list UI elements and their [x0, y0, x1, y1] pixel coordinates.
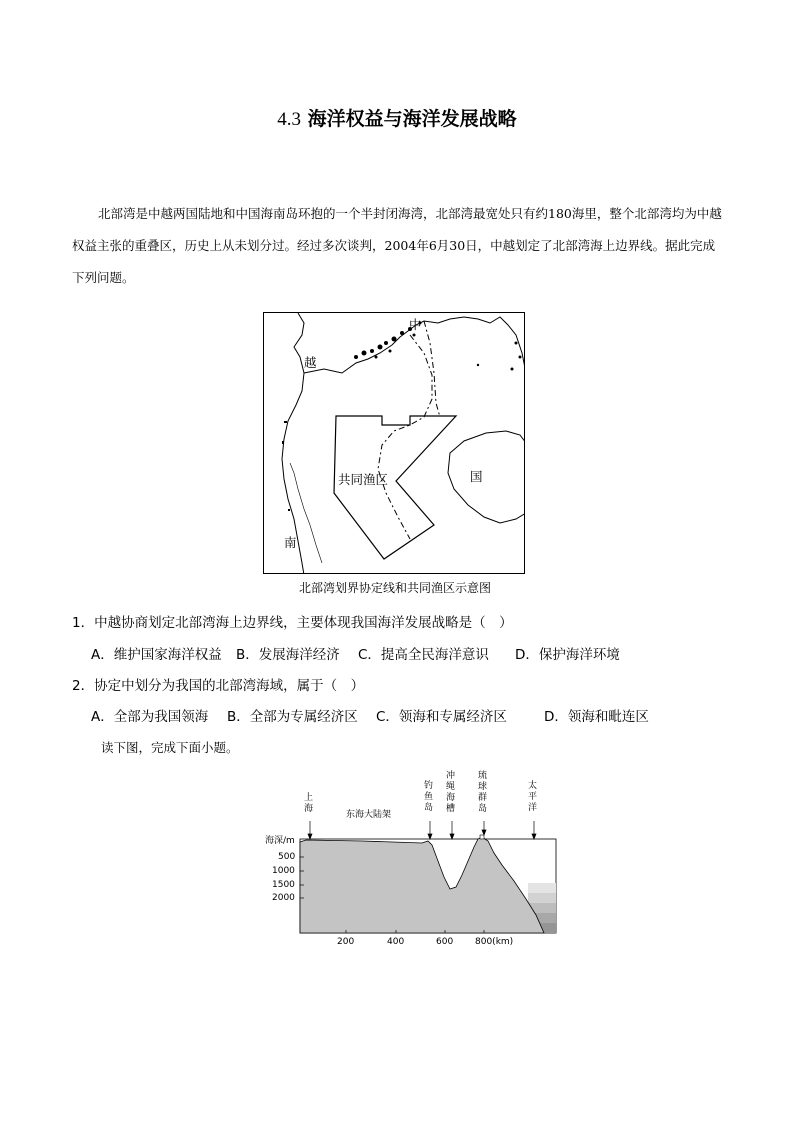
y-tick-2000: 2000 [272, 893, 295, 903]
place-diaoyu: 钓鱼岛 [424, 781, 434, 813]
y-tick-500: 500 [278, 852, 296, 862]
map-label-yue: 越 [304, 355, 317, 370]
place-shelf: 东海大陆架 [346, 810, 392, 820]
title-text: 海洋权益与海洋发展战略 [307, 108, 517, 130]
map-label-zhong: 中 [409, 317, 422, 332]
question-2-options [91, 705, 649, 725]
q2-option-b[interactable]: B．全部为专属经济区 [227, 709, 358, 725]
question-1-stem: 1．中越协商划定北部湾海上边界线，主要体现我国海洋发展战略是（ ） [72, 615, 513, 631]
instruction-text: 读下图，完成下面小题。 [101, 740, 239, 755]
question-2-stem: 2．协定中划分为我国的北部湾海域，属于（ ） [72, 678, 365, 694]
q2-option-a[interactable]: A．全部为我国领海 [91, 709, 209, 725]
place-okinawa: 冲绳海槽 [446, 771, 456, 814]
coastal-islands [354, 322, 522, 371]
x-tick-200: 200 [337, 937, 355, 947]
place-shanghai: 上海 [304, 793, 314, 814]
depth-band-1 [528, 883, 556, 893]
intro-paragraph: 北部湾是中越两国陆地和中国海南岛环抱的一个半封闭海湾，北部湾最宽处只有约180海里，整个北部湾均为中越权益主张的重叠区，历史上从未划分过。经过多次谈判，2004年6月30日，中越划定了北部湾海上边界线。据此完成下列问题。 [72, 206, 722, 285]
q2-option-d[interactable]: D．领海和毗连区 [544, 709, 649, 725]
hainan-island [448, 431, 525, 523]
location-arrows [308, 821, 536, 839]
q1-option-c[interactable]: C．提高全民海洋意识 [358, 647, 489, 663]
beibu-gulf-map [263, 312, 525, 574]
map-label-nan: 南 [284, 535, 297, 550]
page-title [0, 104, 794, 131]
map-label-fishery: 共同渔区 [338, 472, 389, 487]
title-number: 4.3 [277, 109, 302, 130]
depth-band-2 [528, 893, 556, 903]
map-caption: 北部湾划界协定线和共同渔区示意图 [298, 581, 491, 595]
ocean-profile-figure [262, 765, 562, 959]
boundary-line [378, 335, 432, 539]
leizhou-peninsula [424, 321, 440, 417]
y-tick-1500: 1500 [272, 880, 295, 890]
profile-ylabel: 海深/m [265, 836, 295, 846]
ryukyu-marker [480, 835, 484, 839]
x-tick-600: 600 [436, 937, 454, 947]
map-label-guo: 国 [470, 469, 483, 484]
y-tick-1000: 1000 [272, 866, 295, 876]
place-pacific: 太平洋 [528, 781, 538, 813]
q1-option-a[interactable]: A．维护国家海洋权益 [91, 647, 222, 663]
x-tick-800: 800(km) [475, 937, 514, 947]
question-1-options [91, 643, 620, 663]
q1-option-b[interactable]: B．发展海洋经济 [236, 647, 340, 663]
x-tick-400: 400 [387, 937, 405, 947]
place-ryukyu: 琉球群岛 [478, 771, 488, 814]
q1-option-d[interactable]: D．保护海洋环境 [515, 647, 620, 663]
q2-option-c[interactable]: C．领海和专属经济区 [376, 709, 507, 725]
